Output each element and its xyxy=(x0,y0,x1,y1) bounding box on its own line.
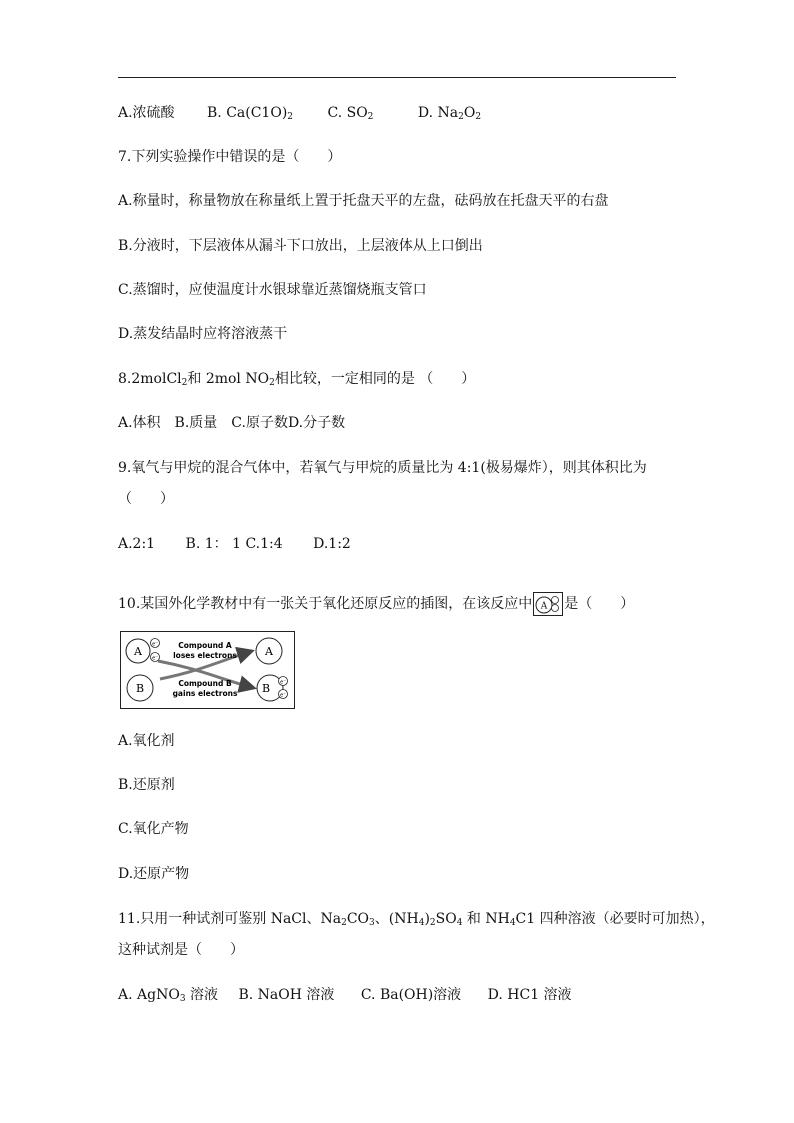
q11-option-b: B. NaOH 溶液 xyxy=(238,987,335,1003)
q7-option-a: A.称量时，称量物放在称量纸上置于托盘天平的左盘，砝码放在托盘天平的右盘 xyxy=(118,193,609,209)
svg-text:A: A xyxy=(541,601,548,612)
electron-label: e⁻ xyxy=(152,655,158,662)
q6-option-b: B. $Ca(C1O)_2$ xyxy=(207,105,294,122)
left-b-label: B xyxy=(135,682,145,695)
q7-stem: 7.下列实验操作中错误的是（ ） xyxy=(118,149,342,165)
q10-option-b: B.还原剂 xyxy=(118,777,175,793)
q10-option-c: C.氧化产物 xyxy=(118,821,189,837)
redox-illustration xyxy=(120,631,295,709)
gains-electrons-label: gains electrons xyxy=(172,689,238,698)
q6-option-d: D. $Na_2O_2$ xyxy=(417,105,482,122)
q11-stem-line2: 这种试剂是（ ） xyxy=(118,942,244,958)
reactant-a-with-electrons-icon xyxy=(533,592,563,621)
q9-option-d: D.1:2 xyxy=(313,536,351,552)
q8-options: A.体积 B.质量 C.原子数D.分子数 xyxy=(118,415,346,431)
q11-option-a: A. AgNO$_3$ 溶液 xyxy=(118,987,218,1004)
q9-stem-line1: 9.氧气与甲烷的混合气体中，若氧气与甲烷的质量比为 4:1(极易爆炸），则其体积比为 xyxy=(118,460,647,476)
q10-option-d: D.还原产物 xyxy=(118,866,190,882)
q11-option-d: D. HC1 溶液 xyxy=(487,987,572,1003)
q11-stem-line1: 11.只用一种试剂可鉴别 NaCl、$Na_2CO_3$、$(NH_4)_2SO_4$ 和 $NH_4C1$ 四种溶液（必要时可加热）， xyxy=(118,911,715,928)
right-a-label: A xyxy=(265,645,273,658)
q10-stem: 10.某国外化学教材中有一张关于氧化还原反应的插图，在该反应中 A 是（ ） xyxy=(118,592,634,621)
electron-label: e⁻ xyxy=(152,641,158,648)
q6-option-a: A.浓硫酸 xyxy=(118,105,175,121)
q9-option-c: C.1:4 xyxy=(245,536,283,552)
q7-option-b: B.分液时，下层液体从漏斗下口放出，上层液体从上口倒出 xyxy=(118,238,483,254)
right-b-label: B xyxy=(261,682,271,695)
q8-stem: 8.2molCl$_2$和 2mol $NO_2$相比较，一定相同的是 （ ） xyxy=(118,371,476,388)
header-rule xyxy=(118,77,676,78)
loses-electrons-label: loses electrons xyxy=(173,651,237,660)
q11-option-c: C. Ba(OH)溶液 xyxy=(360,987,462,1003)
q9-option-a: A.2:1 xyxy=(118,536,156,552)
electron-label: e⁻ xyxy=(280,679,286,686)
q9-stem-line2: （ ） xyxy=(118,491,174,507)
compound-b-label: Compound B xyxy=(178,679,232,688)
compound-a-label: Compound A xyxy=(178,641,232,650)
q6-options xyxy=(118,104,481,122)
q7-option-c: C.蒸馏时，应使温度计水银球靠近蒸馏烧瓶支管口 xyxy=(118,282,427,298)
left-a-label: A xyxy=(134,645,142,658)
q9-option-b: B. 1： 1 xyxy=(185,536,241,552)
q7-option-d: D.蒸发结晶时应将溶液蒸干 xyxy=(118,326,288,342)
q11-options xyxy=(118,986,572,1004)
q10-option-a: A.氧化剂 xyxy=(118,733,175,749)
q6-option-c: C. $SO_2$ xyxy=(327,105,374,122)
electron-label: e⁻ xyxy=(280,692,286,699)
q9-options xyxy=(118,535,351,553)
